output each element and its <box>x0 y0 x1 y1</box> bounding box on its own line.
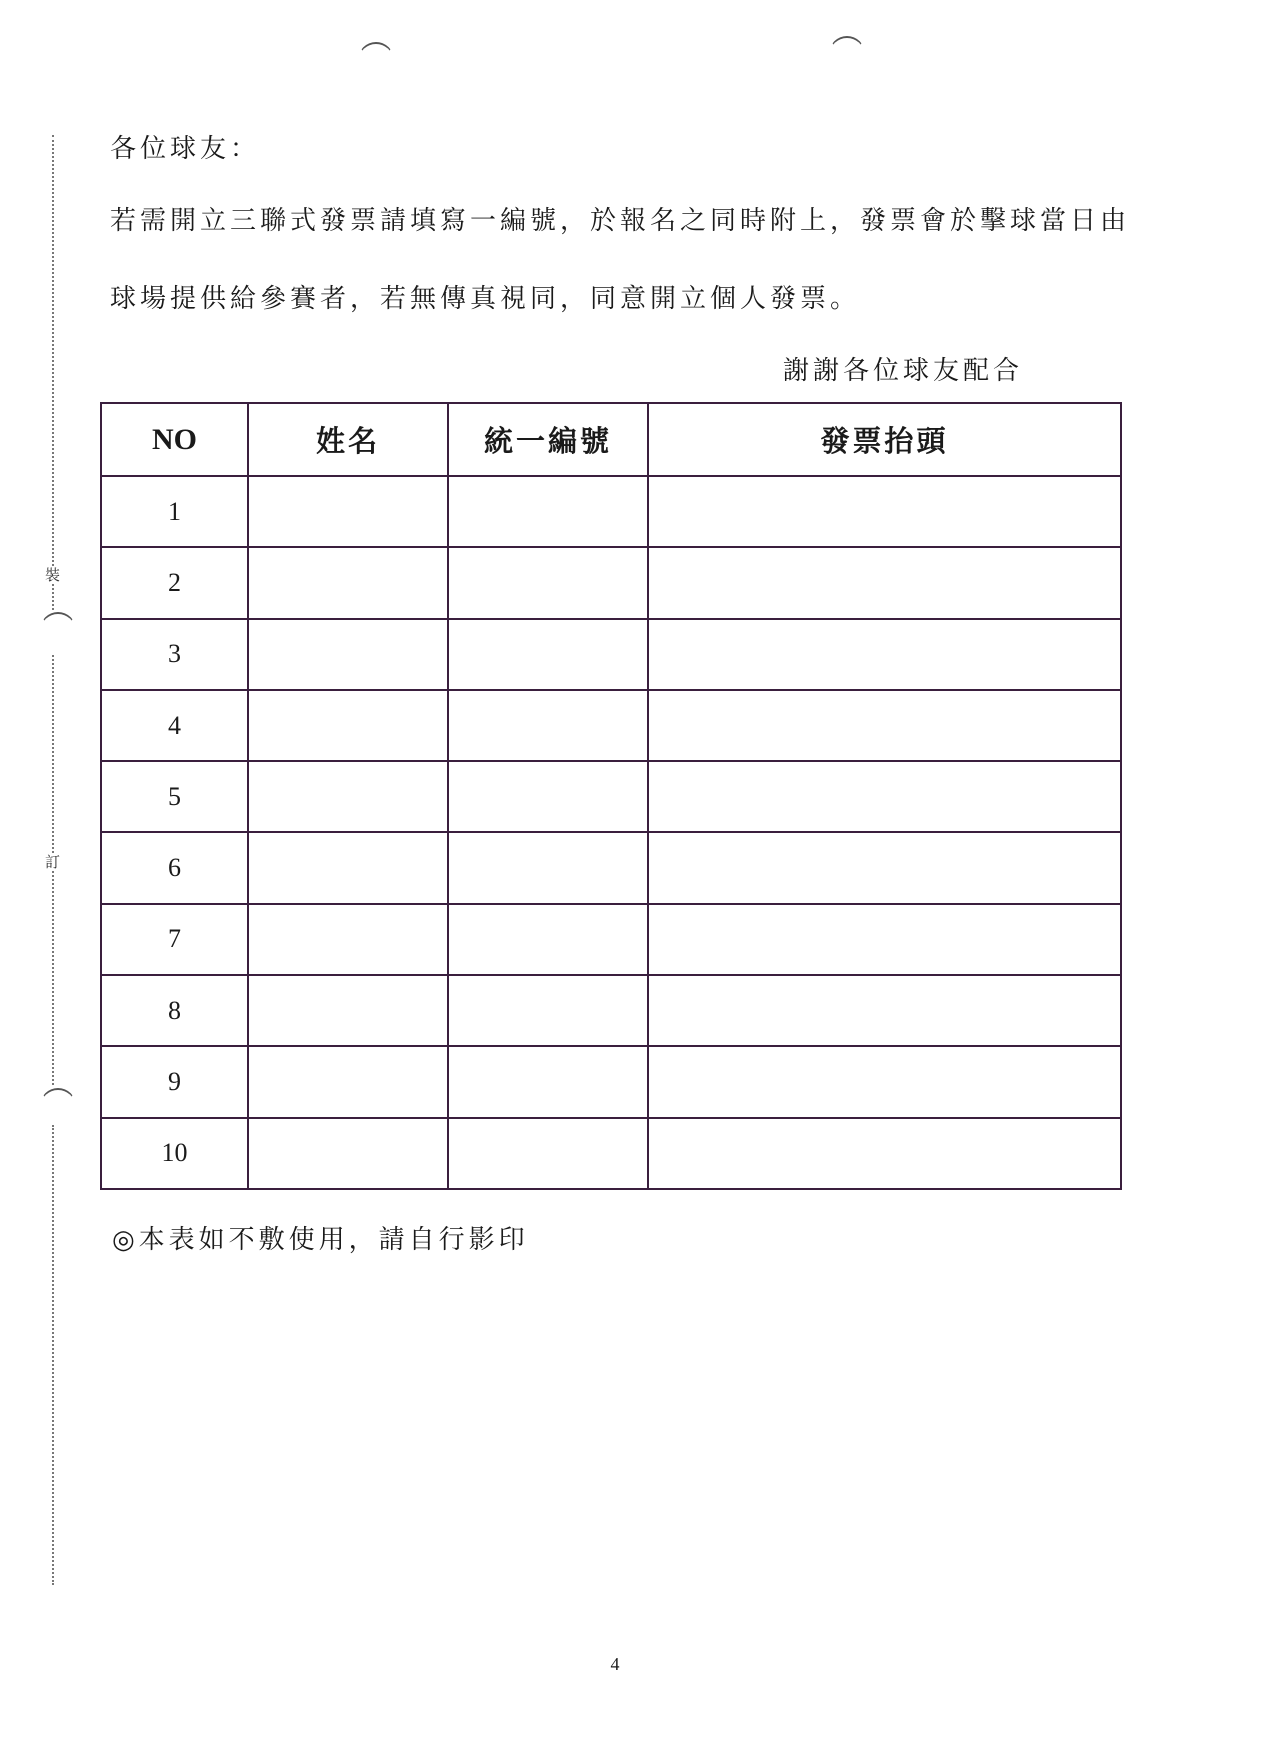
row-number: 6 <box>101 832 248 903</box>
tax-id-cell[interactable] <box>448 761 648 832</box>
binding-line <box>52 135 54 610</box>
row-number: 9 <box>101 1046 248 1117</box>
punch-hole-top-right <box>829 36 865 72</box>
invoice-title-cell[interactable] <box>648 1118 1121 1189</box>
invoice-title-cell[interactable] <box>648 690 1121 761</box>
invoice-title-cell[interactable] <box>648 761 1121 832</box>
name-cell[interactable] <box>248 476 448 547</box>
punch-hole-side-upper <box>40 612 76 648</box>
header-tax-id: 統一編號 <box>448 403 648 476</box>
paragraph-line-1: 若需開立三聯式發票請填寫一編號，於報名之同時附上，發票會於擊球當日由 <box>110 206 1131 236</box>
punch-hole-top-left <box>358 42 394 78</box>
row-number: 7 <box>101 904 248 975</box>
invoice-title-cell[interactable] <box>648 619 1121 690</box>
name-cell[interactable] <box>248 690 448 761</box>
invoice-title-cell[interactable] <box>648 832 1121 903</box>
name-cell[interactable] <box>248 975 448 1046</box>
table-row <box>101 975 1121 1046</box>
table-row <box>101 619 1121 690</box>
punch-hole-side-lower <box>40 1088 76 1124</box>
invoice-title-cell[interactable] <box>648 1046 1121 1117</box>
binding-label-ding: 訂 <box>45 853 61 871</box>
name-cell[interactable] <box>248 761 448 832</box>
name-cell[interactable] <box>248 904 448 975</box>
invoice-title-cell[interactable] <box>648 904 1121 975</box>
name-cell[interactable] <box>248 619 448 690</box>
tax-id-cell[interactable] <box>448 476 648 547</box>
paragraph-line-2: 球場提供給參賽者，若無傳真視同，同意開立個人發票。 <box>110 284 861 314</box>
row-number: 3 <box>101 619 248 690</box>
invoice-title-cell[interactable] <box>648 547 1121 618</box>
table-row <box>101 832 1121 903</box>
header-invoice-title: 發票抬頭 <box>648 403 1121 476</box>
table-row <box>101 1046 1121 1117</box>
table-row <box>101 761 1121 832</box>
tax-id-cell[interactable] <box>448 547 648 618</box>
page-number: 4 <box>610 1654 620 1674</box>
row-number: 2 <box>101 547 248 618</box>
tax-id-cell[interactable] <box>448 832 648 903</box>
table-row <box>101 690 1121 761</box>
invoice-table <box>100 402 1122 1190</box>
header-name: 姓名 <box>248 403 448 476</box>
name-cell[interactable] <box>248 1118 448 1189</box>
name-cell[interactable] <box>248 547 448 618</box>
table-header-row <box>101 403 1121 476</box>
row-number: 1 <box>101 476 248 547</box>
table-row <box>101 547 1121 618</box>
thanks-line: 謝謝各位球友配合 <box>783 356 1024 386</box>
row-number: 8 <box>101 975 248 1046</box>
tax-id-cell[interactable] <box>448 1046 648 1117</box>
name-cell[interactable] <box>248 832 448 903</box>
footnote: ◎本表如不敷使用，請自行影印 <box>112 1225 529 1255</box>
tax-id-cell[interactable] <box>448 904 648 975</box>
row-number: 4 <box>101 690 248 761</box>
binding-line <box>52 1125 54 1585</box>
row-number: 5 <box>101 761 248 832</box>
invoice-title-cell[interactable] <box>648 476 1121 547</box>
tax-id-cell[interactable] <box>448 1118 648 1189</box>
table-row <box>101 476 1121 547</box>
name-cell[interactable] <box>248 1046 448 1117</box>
table-row <box>101 1118 1121 1189</box>
row-number: 10 <box>101 1118 248 1189</box>
tax-id-cell[interactable] <box>448 975 648 1046</box>
binding-label-zhuang: 裝 <box>45 566 61 584</box>
greeting: 各位球友： <box>110 134 261 164</box>
table-row <box>101 904 1121 975</box>
invoice-title-cell[interactable] <box>648 975 1121 1046</box>
tax-id-cell[interactable] <box>448 619 648 690</box>
header-no: NO <box>101 403 248 476</box>
tax-id-cell[interactable] <box>448 690 648 761</box>
